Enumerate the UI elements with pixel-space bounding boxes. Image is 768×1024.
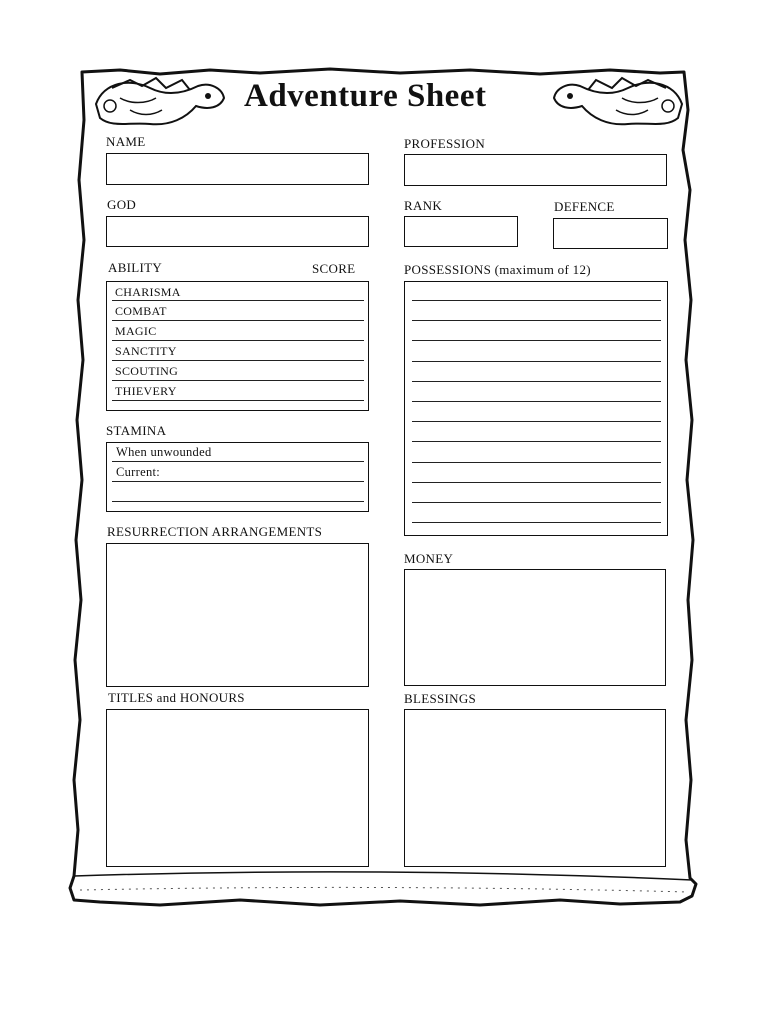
possession-slot-line[interactable] bbox=[412, 522, 661, 523]
stamina-unwounded-label: When unwounded bbox=[116, 445, 212, 459]
ability-header: ABILITY bbox=[108, 260, 163, 275]
dragon-left-icon bbox=[90, 74, 230, 134]
profession-field[interactable] bbox=[404, 154, 667, 186]
stamina-current-label: Current: bbox=[116, 465, 161, 479]
money-box[interactable] bbox=[404, 569, 666, 686]
sheet-title: Adventure Sheet bbox=[244, 78, 487, 114]
resurrection-header: RESURRECTION ARRANGEMENTS bbox=[107, 524, 323, 539]
profession-label: PROFESSION bbox=[404, 136, 486, 151]
possession-slot-line[interactable] bbox=[412, 340, 661, 341]
stamina-header: STAMINA bbox=[106, 423, 167, 438]
ability-thievery: THIEVERY bbox=[115, 384, 177, 398]
possession-slot-line[interactable] bbox=[412, 502, 661, 503]
money-header: MONEY bbox=[404, 551, 454, 566]
ability-combat: COMBAT bbox=[115, 304, 167, 318]
possession-slot-line[interactable] bbox=[412, 462, 661, 463]
titles-box[interactable] bbox=[106, 709, 369, 867]
possession-slot-line[interactable] bbox=[412, 320, 661, 321]
blessings-box[interactable] bbox=[404, 709, 666, 867]
possessions-header: POSSESSIONS (maximum of 12) bbox=[404, 262, 591, 277]
defence-field[interactable] bbox=[553, 218, 668, 249]
possession-slot-line[interactable] bbox=[412, 361, 661, 362]
blessings-header: BLESSINGS bbox=[404, 691, 477, 706]
rank-field[interactable] bbox=[404, 216, 518, 247]
ability-charisma: CHARISMA bbox=[115, 285, 181, 299]
god-label: GOD bbox=[107, 197, 137, 212]
ability-sanctity: SANCTITY bbox=[115, 344, 177, 358]
god-field[interactable] bbox=[106, 216, 369, 247]
ability-scouting: SCOUTING bbox=[115, 364, 179, 378]
name-label: NAME bbox=[106, 134, 146, 149]
possession-slot-line[interactable] bbox=[412, 421, 661, 422]
resurrection-box[interactable] bbox=[106, 543, 369, 687]
name-field[interactable] bbox=[106, 153, 369, 185]
ability-magic: MAGIC bbox=[115, 324, 157, 338]
defence-label: DEFENCE bbox=[554, 199, 615, 214]
titles-header: TITLES and HONOURS bbox=[108, 690, 245, 705]
dragon-right-icon bbox=[548, 74, 688, 134]
possession-slot-line[interactable] bbox=[412, 300, 661, 301]
possession-slot-line[interactable] bbox=[412, 482, 661, 483]
possession-slot-line[interactable] bbox=[412, 381, 661, 382]
score-header: SCORE bbox=[312, 261, 356, 276]
rank-label: RANK bbox=[404, 198, 443, 213]
possession-slot-line[interactable] bbox=[412, 441, 661, 442]
possession-slot-line[interactable] bbox=[412, 401, 661, 402]
